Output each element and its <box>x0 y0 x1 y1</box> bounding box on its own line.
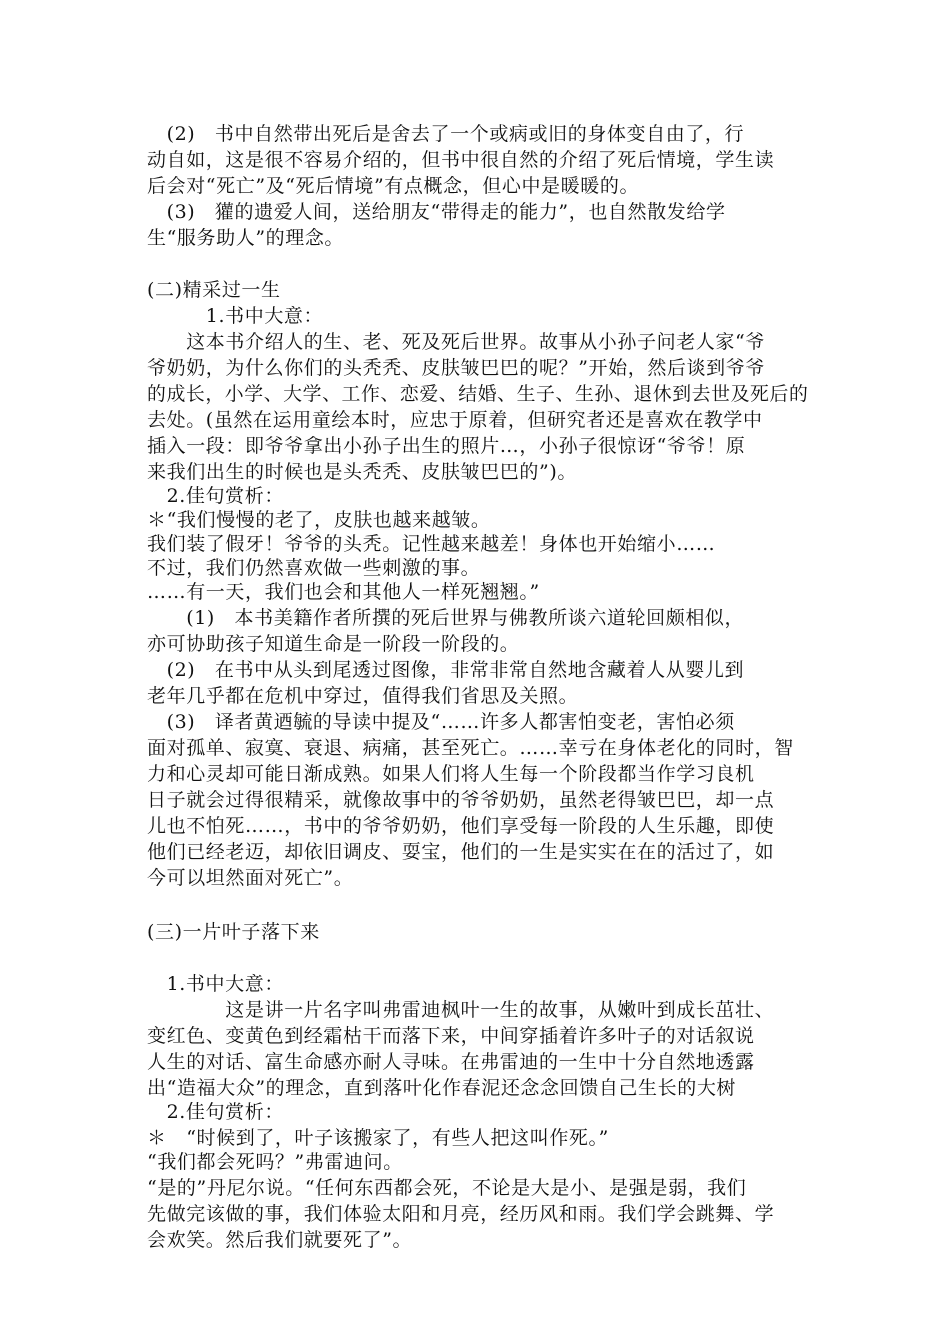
text-line: 力和心灵却可能日渐成熟。如果人们将人生每一个阶段都当作学习良机 <box>147 763 755 785</box>
text-line: 人生的对话、富生命感亦耐人寻味。在弗雷迪的一生中十分自然地透露 <box>147 1051 755 1073</box>
text-line: 这本书介绍人的生、老、死及死后世界。故事从小孙子问老人家“爷 <box>147 331 765 353</box>
text-line: 儿也不怕死……，书中的爷爷奶奶，他们享受每一阶段的人生乐趣，即使 <box>147 815 775 837</box>
text-line: 去处。(虽然在运用童绘本时，应忠于原着，但研究者还是喜欢在教学中 <box>147 409 763 431</box>
text-line: ＊ “时候到了，叶子该搬家了，有些人把这叫作死。” <box>147 1127 609 1149</box>
text-line: ＊“我们慢慢的老了，皮肤也越来越皱。 <box>147 509 491 531</box>
text-line: 亦可协助孩子知道生命是一阶段一阶段的。 <box>147 633 520 655</box>
text-line: 1.书中大意： <box>147 305 324 327</box>
text-line: 出“造福大众”的理念，直到落叶化作春泥还念念回馈自己生长的大树 <box>147 1077 737 1099</box>
text-line: 插入一段：即爷爷拿出小孙子出生的照片…，小孙子很惊讶“爷爷！原 <box>147 435 746 457</box>
text-line: 不过，我们仍然喜欢做一些刺激的事。 <box>147 557 481 579</box>
text-line: 爷奶奶，为什么你们的头秃秃、皮肤皱巴巴的呢？”开始，然后谈到爷爷 <box>147 357 765 379</box>
text-line: 1.书中大意： <box>147 973 284 995</box>
text-line: 动自如，这是很不容易介绍的，但书中很自然的介绍了死后情境，学生读 <box>147 149 775 171</box>
text-line: 2.佳句赏析： <box>147 485 284 507</box>
section-heading: (三)一片叶子落下来 <box>147 921 320 943</box>
text-line: “我们都会死吗？”弗雷迪问。 <box>147 1151 403 1173</box>
text-line: 今可以坦然面对死亡”。 <box>147 867 354 889</box>
text-line: 来我们出生的时候也是头秃秃、皮肤皱巴巴的”)。 <box>147 461 577 483</box>
text-line: (3) 獾的遗爱人间，送给朋友“带得走的能力”，也自然散发给学 <box>147 201 726 223</box>
text-line: 日子就会过得很精采，就像故事中的爷爷奶奶，虽然老得皱巴巴，却一点 <box>147 789 775 811</box>
text-line: (2) 在书中从头到尾透过图像，非常非常自然地含藏着人从婴儿到 <box>147 659 745 681</box>
section-heading: (二)精采过一生 <box>147 279 281 301</box>
text-line: 2.佳句赏析： <box>147 1101 284 1123</box>
text-line: “是的”丹尼尔说。“任何东西都会死，不论是大是小、是强是弱，我们 <box>147 1177 747 1199</box>
text-line: 后会对“死亡”及“死后情境”有点概念，但心中是暖暖的。 <box>147 175 640 197</box>
text-line: 他们已经老迈，却依旧调皮、耍宝，他们的一生是实实在在的活过了，如 <box>147 841 775 863</box>
text-line: 这是讲一片名字叫弗雷迪枫叶一生的故事，从嫩叶到成长茁壮、 <box>147 999 775 1021</box>
text-line: 我们装了假牙！爷爷的头秃。记性越来越差！身体也开始缩小…… <box>147 533 716 555</box>
text-line: 老年几乎都在危机中穿过，值得我们省思及关照。 <box>147 685 579 707</box>
text-line: 会欢笑。然后我们就要死了”。 <box>147 1229 413 1251</box>
text-line: (2) 书中自然带出死后是舍去了一个或病或旧的身体变自由了，行 <box>147 123 745 145</box>
text-line: 生“服务助人”的理念。 <box>147 227 345 249</box>
text-line: 的成长，小学、大学、工作、恋爱、结婚、生子、生孙、退休到去世及死后的 <box>147 383 809 405</box>
text-line: ……有一天，我们也会和其他人一样死翘翘。” <box>147 581 540 603</box>
text-line: 先做完该做的事，我们体验太阳和月亮，经历风和雨。我们学会跳舞、学 <box>147 1203 775 1225</box>
text-line: (3) 译者黄迺毓的导读中提及“……许多人都害怕变老，害怕必须 <box>147 711 735 733</box>
text-line: 变红色、变黄色到经霜枯干而落下来，中间穿插着许多叶子的对话叙说 <box>147 1025 755 1047</box>
text-line: (1) 本书美籍作者所撰的死后世界与佛教所谈六道轮回颇相似， <box>147 607 745 629</box>
text-line: 面对孤单、寂寞、衰退、病痛，甚至死亡。……幸亏在身体老化的同时，智 <box>147 737 794 759</box>
